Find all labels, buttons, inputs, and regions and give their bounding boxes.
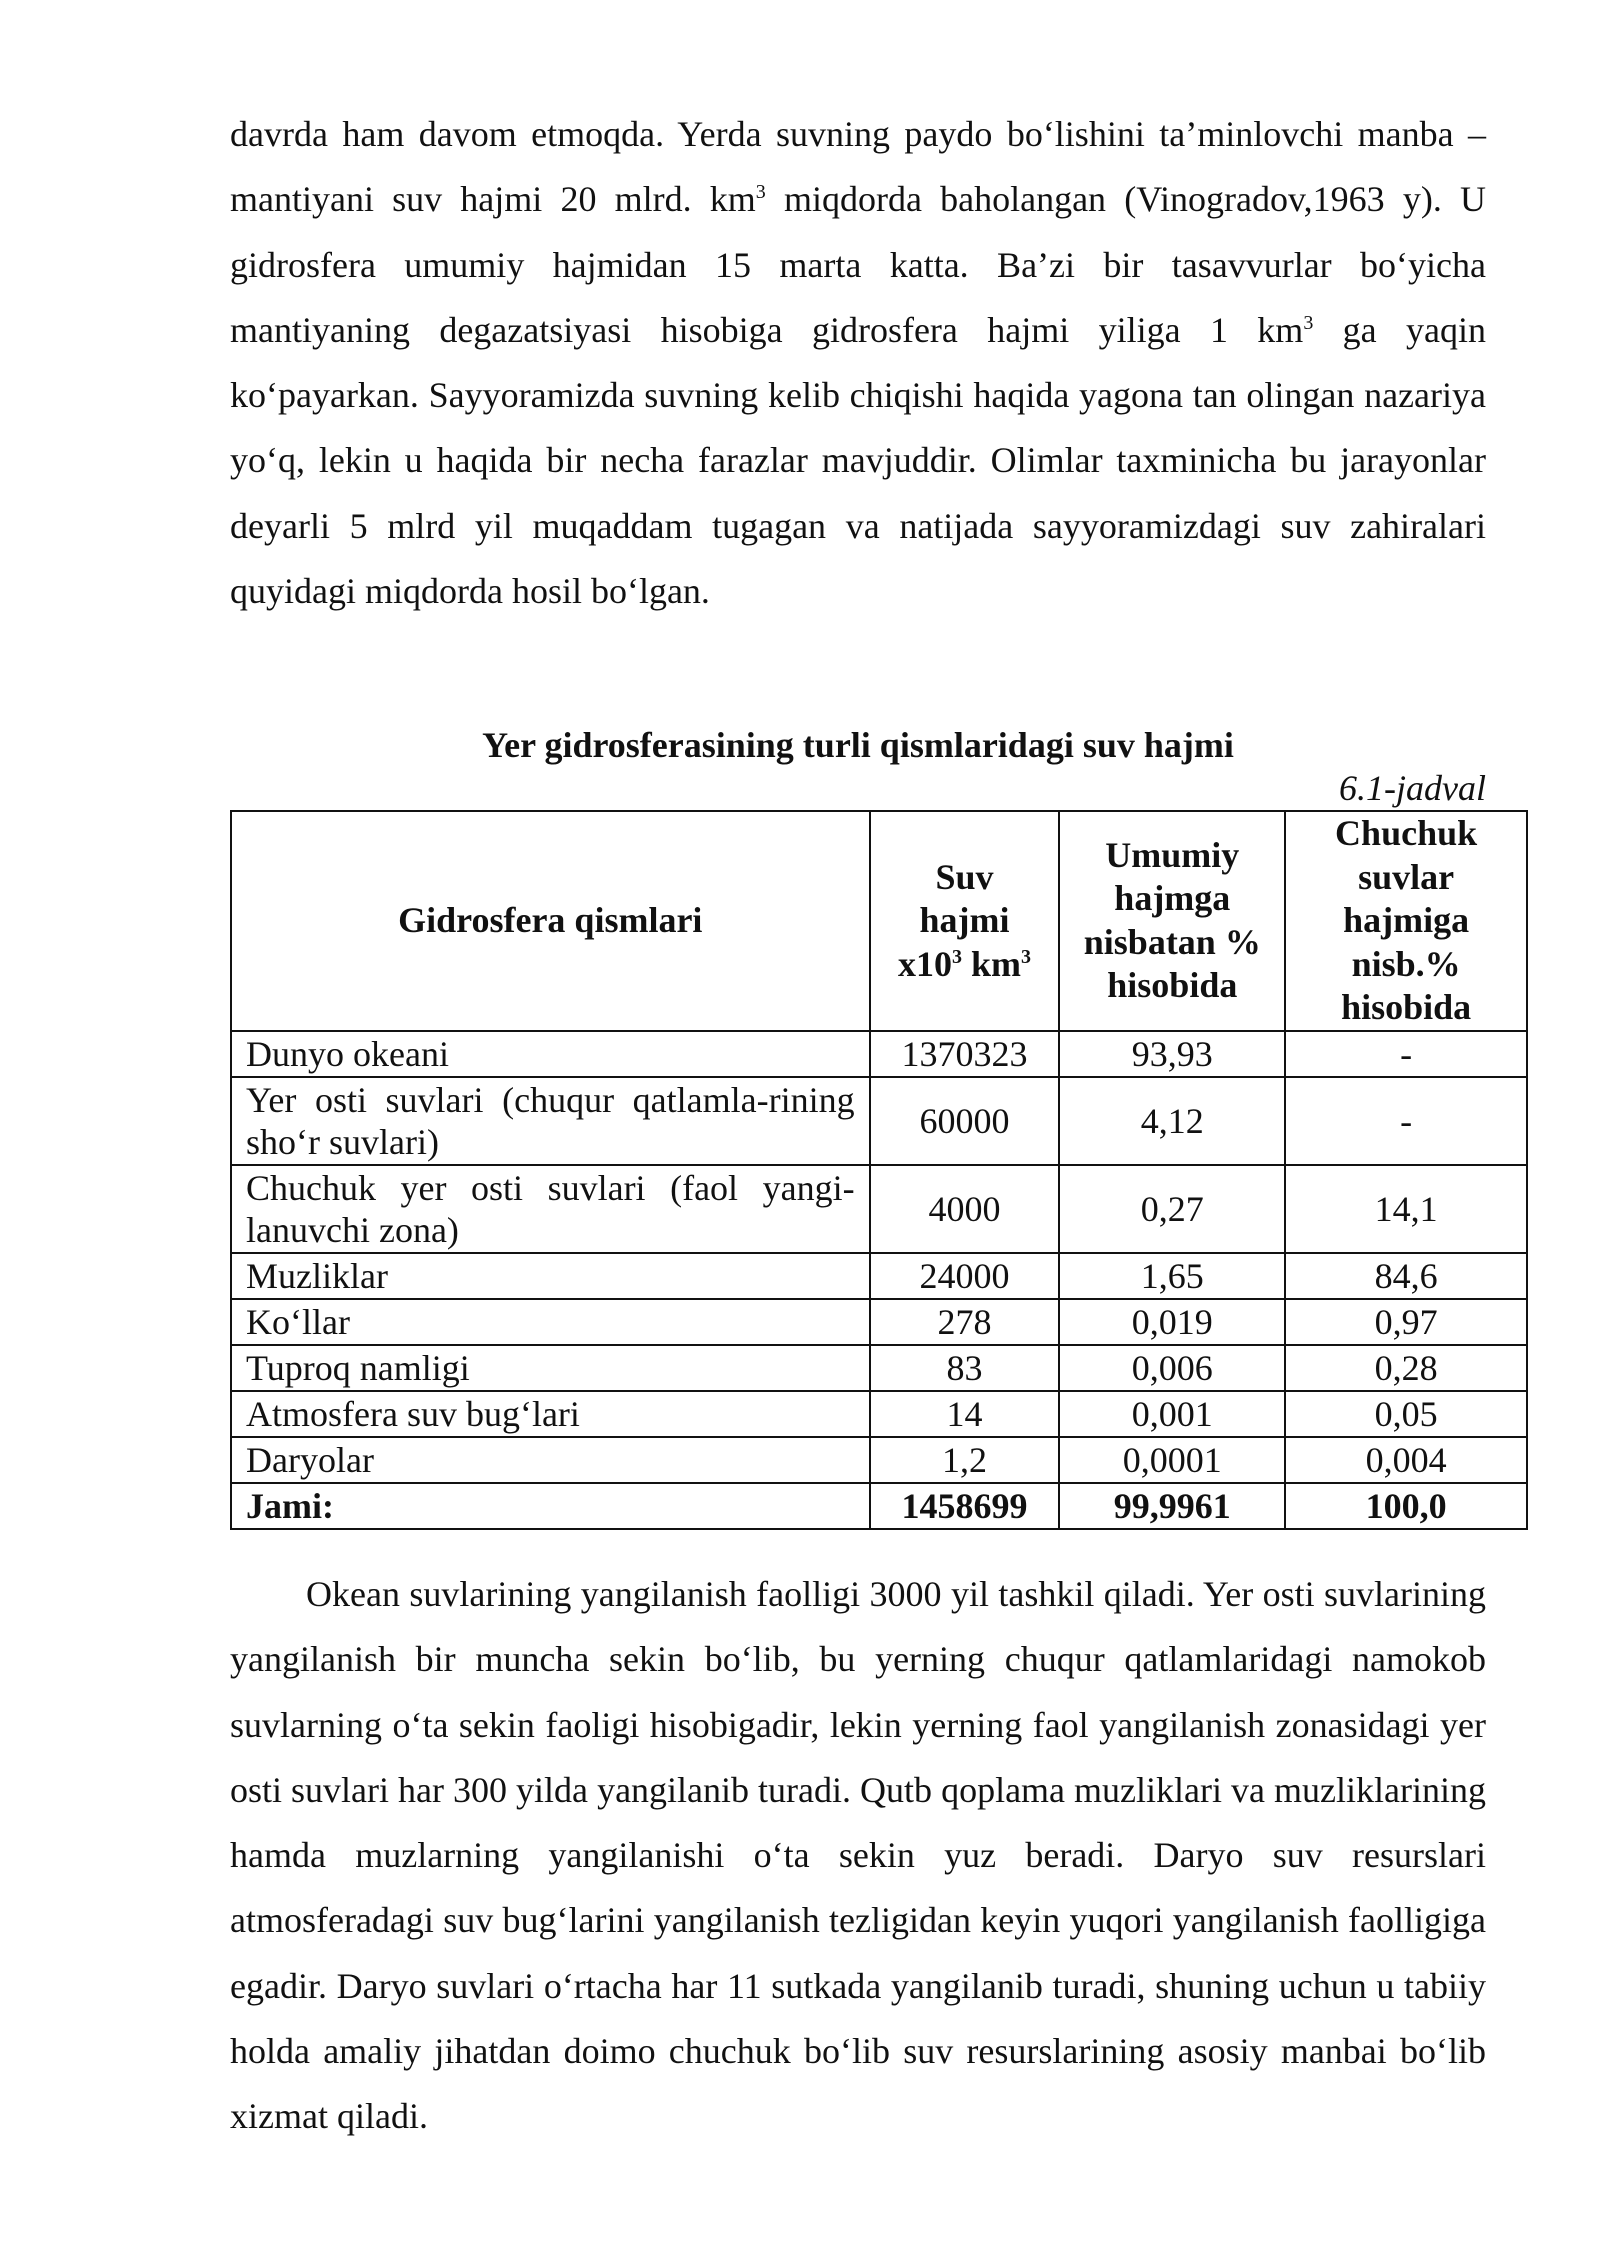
row-share-total: 0,0001	[1059, 1437, 1285, 1483]
header-volume-unit-prefix: x10	[897, 943, 952, 984]
row-share-total: 0,006	[1059, 1345, 1285, 1391]
row-volume: 83	[870, 1345, 1060, 1391]
row-name: Tuproq namligi	[231, 1345, 870, 1391]
table-row	[231, 1299, 1527, 1345]
total-volume: 1458699	[870, 1483, 1060, 1529]
header-volume-line1: Suv	[935, 856, 994, 897]
table-header-row	[231, 811, 1527, 1031]
header-volume-unit-suffix: km	[961, 943, 1021, 984]
row-volume: 1370323	[870, 1031, 1060, 1077]
intro-text-3: ga yaqin ko‘payarkan. Sayyoramizda suvning kelib chiqishi haqida yagona tan olingan nazariya yo‘q, lekin u haqida bir necha farazlar mavjuddir. Olimlar taxminicha bu jarayonlar deyarli 5 mlrd yil muqaddam tugagan va natijada sayyoramizdagi suv zahiralari quyidagi miqdorda hosil bo‘lgan.	[230, 309, 1486, 612]
row-volume: 60000	[870, 1077, 1060, 1165]
table-row	[231, 1391, 1527, 1437]
row-share-fresh: 0,05	[1285, 1391, 1527, 1437]
intro-paragraph	[230, 102, 1486, 624]
row-name: Atmosfera suv bug‘lari	[231, 1391, 870, 1437]
header-volume-line2: hajmi	[919, 900, 1010, 940]
row-share-total: 0,001	[1059, 1391, 1285, 1437]
table-total-row	[231, 1483, 1527, 1529]
row-volume: 14	[870, 1391, 1060, 1437]
row-name: Yer osti suvlari (chuqur qatlamla-rining sho‘r suvlari)	[231, 1077, 870, 1165]
water-volume-table	[230, 810, 1528, 1530]
superscript: 3	[755, 181, 766, 204]
row-share-fresh: -	[1285, 1031, 1527, 1077]
row-name: Dunyo okeani	[231, 1031, 870, 1077]
header-water-volume	[870, 811, 1060, 1031]
intro-text-2: miqdorda baholangan (Vinogradov,1963 y). U gidrosfera umumiy hajmidan 15 marta katta. Ba’zi bir tasavvurlar bo‘yicha mantiyaning degazatsiyasi hisobiga gidrosfera hajmi yiliga 1 km	[230, 179, 1486, 350]
row-name: Muzliklar	[231, 1253, 870, 1299]
row-share-fresh: -	[1285, 1077, 1527, 1165]
row-share-total: 1,65	[1059, 1253, 1285, 1299]
row-volume: 1,2	[870, 1437, 1060, 1483]
table-row	[231, 1031, 1527, 1077]
header-share-total: Umumiy hajmga nisbatan % hisobida	[1059, 811, 1285, 1031]
superscript: 3	[951, 945, 962, 968]
row-name: Ko‘llar	[231, 1299, 870, 1345]
row-share-total: 0,019	[1059, 1299, 1285, 1345]
row-share-fresh: 0,004	[1285, 1437, 1527, 1483]
header-share-fresh: Chuchuk suvlar hajmiga nisb.% hisobida	[1285, 811, 1527, 1031]
table-row	[231, 1253, 1527, 1299]
table-row	[231, 1345, 1527, 1391]
row-name: Daryolar	[231, 1437, 870, 1483]
table-number: 6.1-jadval	[1339, 768, 1486, 808]
row-share-fresh: 84,6	[1285, 1253, 1527, 1299]
table-caption: Yer gidrosferasining turli qismlaridagi suv hajmi	[482, 725, 1234, 765]
intro-text-1: davrda ham davom etmoqda. Yerda suvning paydo bo‘lishini ta’minlovchi manba – mantiyani suv hajmi 20 mlrd. km	[230, 114, 1486, 220]
row-share-total: 0,27	[1059, 1165, 1285, 1253]
table-row	[231, 1165, 1527, 1253]
row-share-total: 93,93	[1059, 1031, 1285, 1077]
total-label: Jami:	[231, 1483, 870, 1529]
row-name: Chuchuk yer osti suvlari (faol yangi-lanuvchi zona)	[231, 1165, 870, 1253]
row-share-fresh: 0,28	[1285, 1345, 1527, 1391]
table-row	[231, 1437, 1527, 1483]
superscript: 3	[1303, 311, 1314, 334]
table-row	[231, 1077, 1527, 1165]
row-volume: 4000	[870, 1165, 1060, 1253]
row-share-fresh: 14,1	[1285, 1165, 1527, 1253]
row-volume: 278	[870, 1299, 1060, 1345]
total-share-fresh: 100,0	[1285, 1483, 1527, 1529]
row-share-total: 4,12	[1059, 1077, 1285, 1165]
row-volume: 24000	[870, 1253, 1060, 1299]
superscript: 3	[1021, 945, 1031, 968]
renewal-paragraph: Okean suvlarining yangilanish faolligi 3000 yil tashkil qiladi. Yer osti suvlarining yangilanish bir muncha sekin bo‘lib, bu yerning chuqur qatlamlaridagi namokob suvlarning o‘ta sekin faoligi hisobigadir, lekin yerning faol yangilanish zonasidagi yer osti suvlari har 300 yilda yangilanib turadi. Qutb qoplama muzliklari va muzliklarining hamda muzlarning yangilanishi o‘ta sekin yuz beradi. Daryo suv resurslari atmosferadagi suv bug‘larini yangilanish tezligidan keyin yuqori yangilanish faolligiga egadir. Daryo suvlari o‘rtacha har 11 sutkada yangilanib turadi, shuning uchun u tabiiy holda amaliy jihatdan doimo chuchuk bo‘lib suv resurslarining asosiy manbai bo‘lib xizmat qiladi.	[230, 1574, 1486, 2137]
total-share-total: 99,9961	[1059, 1483, 1285, 1529]
header-hydrosphere-parts: Gidrosfera qismlari	[231, 811, 870, 1031]
row-share-fresh: 0,97	[1285, 1299, 1527, 1345]
